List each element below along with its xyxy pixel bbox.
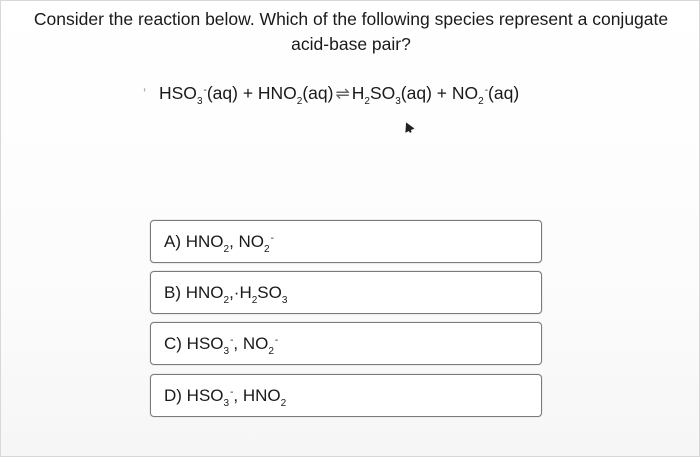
- question-line-1: Consider the reaction below. Which of the following species represent a conjugate: [33, 9, 669, 29]
- option-b-sub1: 2: [223, 295, 230, 306]
- option-c-sep: , NO: [233, 334, 269, 353]
- mouse-cursor-icon: [402, 120, 415, 132]
- reactant-2-formula: (aq) + HNO: [206, 83, 297, 103]
- option-d-sub1: 3: [223, 398, 230, 409]
- option-b-text: B) HNO: [164, 283, 224, 302]
- answer-option-c-label: [164, 334, 279, 357]
- equilibrium-arrow-icon: ⇌: [335, 84, 350, 103]
- option-c-sub2: 2: [268, 346, 274, 357]
- reactant-1-formula: HSO: [159, 83, 197, 103]
- product-2-subscript: 2: [478, 96, 484, 107]
- product-2-formula: (aq) + NO: [400, 83, 479, 103]
- reactant-1-subscript: 3: [196, 96, 203, 107]
- option-c-text: C) HSO: [164, 334, 224, 353]
- answer-option-d-label: [164, 386, 287, 409]
- option-d-charge1: -: [230, 387, 234, 398]
- question-text: [21, 7, 681, 57]
- option-a-sub1: 2: [223, 244, 230, 255]
- reaction-equation: [159, 81, 519, 106]
- question-line-2: acid-base pair?: [291, 34, 411, 54]
- reactant-1: [159, 83, 207, 107]
- answer-option-d[interactable]: [150, 374, 542, 417]
- option-d-sub2: 2: [280, 398, 287, 409]
- product-1-subscript-2: 3: [395, 96, 401, 107]
- option-a-sub2: 2: [264, 244, 270, 255]
- answer-option-b[interactable]: [150, 271, 542, 314]
- reactant-2-subscript: 2: [296, 96, 303, 107]
- option-c-charge1: -: [230, 335, 234, 346]
- reactant-2-state: (aq): [302, 83, 334, 103]
- product-1-formula-so: SO: [369, 83, 396, 103]
- option-b-sep: ,·H: [229, 283, 252, 302]
- option-a-sep: , NO: [229, 232, 265, 251]
- option-b-mid: SO: [257, 283, 282, 302]
- reactant-1-charge: -: [203, 85, 207, 96]
- product-2-state: (aq): [488, 83, 520, 103]
- product-1-subscript-1: 2: [364, 96, 370, 107]
- option-d-sep: , HNO: [233, 386, 281, 405]
- option-b-sub2: 2: [251, 295, 258, 306]
- answer-option-b-label: [164, 283, 288, 306]
- stray-mark: ’: [143, 85, 147, 101]
- option-c-charge2: -: [274, 335, 279, 346]
- option-a-text: A) HNO: [164, 232, 224, 251]
- option-b-sub3: 3: [281, 295, 288, 306]
- answer-option-a-label: [164, 232, 274, 255]
- answer-option-a[interactable]: [150, 220, 542, 263]
- answer-option-c[interactable]: [150, 322, 542, 365]
- option-d-text: D) HSO: [164, 386, 224, 405]
- option-a-charge: -: [270, 233, 274, 244]
- option-c-sub1: 3: [223, 346, 230, 357]
- product-1-formula-h: H: [351, 83, 365, 103]
- product-2-charge: -: [484, 85, 489, 96]
